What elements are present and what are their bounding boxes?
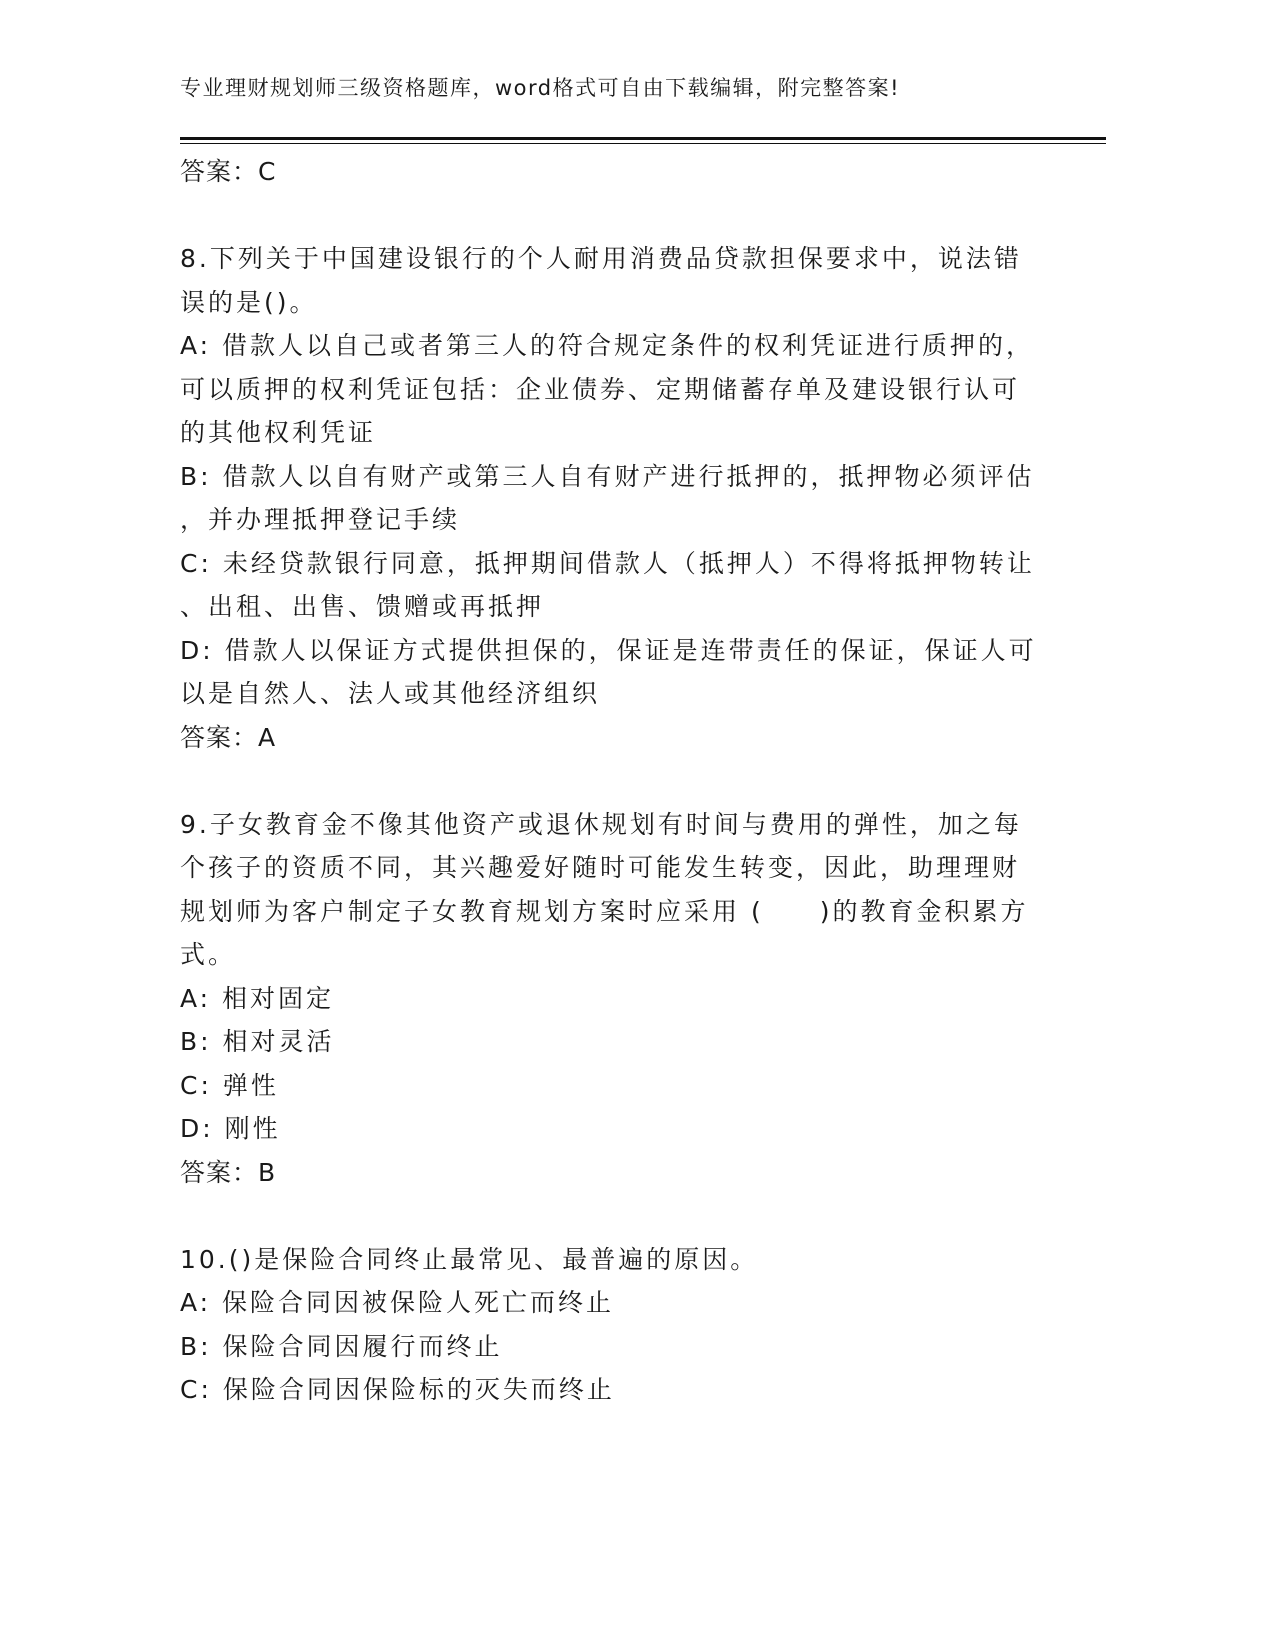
spacer: [180, 1194, 1030, 1238]
spacer: [180, 759, 1030, 803]
option-text: C: 弹性: [180, 1070, 279, 1100]
option-text: 的其他权利凭证: [180, 418, 377, 447]
option-text: B: 保险合同因履行而终止: [180, 1331, 503, 1361]
option-text: D: 刚性: [180, 1114, 281, 1143]
option-text: C: 未经贷款银行同意，抵押期间借款人（抵押人）不得将抵押物转让: [180, 548, 1035, 578]
question-text: 个孩子的资质不同，其兴趣爱好随时可能发生转变，因此，助理理财: [180, 853, 1021, 882]
option-text: 以是自然人、法人或其他经济组织: [180, 679, 601, 708]
option-text: B: 相对灵活: [180, 1027, 335, 1056]
option-text: C: 保险合同因保险标的灭失而终止: [180, 1375, 615, 1404]
answer-line: 答案：B: [180, 1157, 277, 1187]
option-text: ，并办理抵押登记手续: [180, 505, 461, 534]
document-body: [180, 150, 1037, 1412]
answer-line: 答案：A: [180, 722, 277, 752]
page-header: 专业理财规划师三级资格题库，word格式可自由下载编辑，附完整答案!: [180, 76, 901, 100]
header-rule-thin: [180, 143, 1106, 144]
option-text: A: 借款人以自己或者第三人的符合规定条件的权利凭证进行质押的，: [180, 331, 1035, 360]
header-rule-thick: [180, 137, 1106, 140]
question-text: 误的是()。: [180, 287, 318, 317]
answer-line: 答案：C: [180, 157, 277, 186]
question-text: 规划师为客户制定子女教育规划方案时应采用 ( )的教育金积累方: [180, 896, 1029, 926]
option-text: 、出租、出售、馈赠或再抵押: [180, 592, 545, 621]
option-text: B: 借款人以自有财产或第三人自有财产进行抵押的，抵押物必须评估: [180, 461, 1035, 491]
option-text: A: 保险合同因被保险人死亡而终止: [180, 1288, 615, 1317]
question-text: 8.下列关于中国建设银行的个人耐用消费品贷款担保要求中，说法错: [180, 244, 1022, 273]
question-text: 10.()是保险合同终止最常见、最普遍的原因。: [180, 1244, 759, 1274]
spacer: [180, 194, 1030, 238]
question-text: 式。: [180, 940, 237, 969]
option-text: A: 相对固定: [180, 983, 335, 1013]
option-text: 可以质押的权利凭证包括：企业债券、定期储蓄存单及建设银行认可: [180, 374, 1021, 404]
question-text: 9.子女教育金不像其他资产或退休规划有时间与费用的弹性，加之每: [180, 809, 1022, 839]
option-text: D: 借款人以保证方式提供担保的，保证是连带责任的保证，保证人可: [180, 635, 1037, 665]
